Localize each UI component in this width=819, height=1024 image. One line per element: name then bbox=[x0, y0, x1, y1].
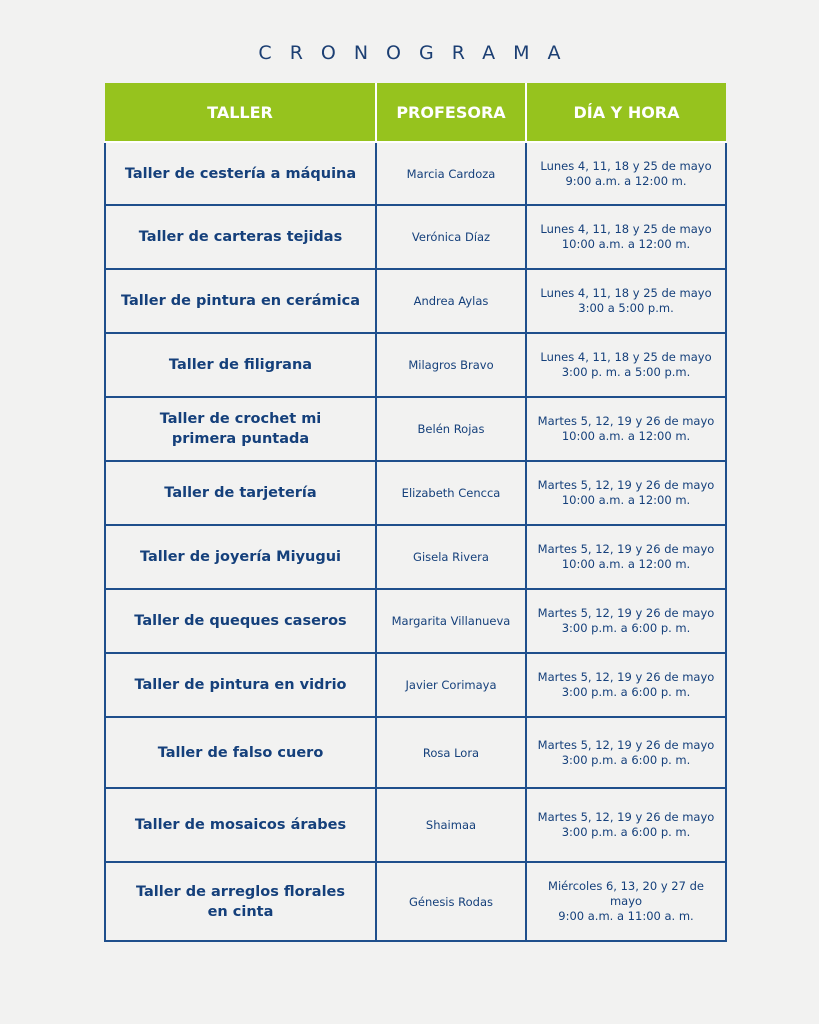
dia-hora-cell bbox=[526, 525, 726, 589]
table-row bbox=[105, 653, 726, 717]
hora-text: 3:00 p.m. a 6:00 p. m. bbox=[561, 621, 691, 635]
hora-text: 3:00 p. m. a 5:00 p.m. bbox=[561, 365, 691, 379]
taller-cell: Taller de joyería Miyugui bbox=[105, 525, 376, 589]
dias-text: Martes 5, 12, 19 y 26 de mayo bbox=[537, 737, 715, 752]
hora-text: 10:00 a.m. a 12:00 m. bbox=[561, 493, 691, 507]
profesora-cell: Andrea Aylas bbox=[376, 269, 526, 333]
dia-hora-cell bbox=[526, 717, 726, 788]
hora-text: 9:00 a.m. a 11:00 a. m. bbox=[558, 909, 694, 923]
profesora-cell: Génesis Rodas bbox=[376, 862, 526, 941]
hora-text: 10:00 a.m. a 12:00 m. bbox=[561, 557, 691, 571]
table-row bbox=[105, 788, 726, 862]
taller-cell: Taller de pintura en cerámica bbox=[105, 269, 376, 333]
dia-hora-cell bbox=[526, 397, 726, 461]
hora-text: 10:00 a.m. a 12:00 m. bbox=[561, 429, 691, 443]
table-row bbox=[105, 589, 726, 653]
dia-hora-cell bbox=[526, 788, 726, 862]
dia-hora-cell bbox=[526, 589, 726, 653]
table-row bbox=[105, 205, 726, 269]
hora-text: 3:00 p.m. a 6:00 p. m. bbox=[561, 825, 691, 839]
hora-text: 3:00 p.m. a 6:00 p. m. bbox=[561, 752, 691, 767]
table-row bbox=[105, 333, 726, 397]
profesora-cell: Marcia Cardoza bbox=[376, 142, 526, 205]
dia-hora-cell bbox=[526, 333, 726, 397]
taller-cell: Taller de pintura en vidrio bbox=[105, 653, 376, 717]
dia-hora-cell bbox=[526, 461, 726, 525]
taller-cell: Taller de arreglos florales en cinta bbox=[105, 862, 376, 941]
taller-cell: Taller de carteras tejidas bbox=[105, 205, 376, 269]
profesora-cell: Elizabeth Cencca bbox=[376, 461, 526, 525]
profesora-cell: Rosa Lora bbox=[376, 717, 526, 788]
hora-text: 9:00 a.m. a 12:00 m. bbox=[565, 173, 687, 188]
taller-cell: Taller de crochet mi primera puntada bbox=[105, 397, 376, 461]
hora-text: 3:00 p.m. a 6:00 p. m. bbox=[561, 685, 691, 699]
taller-cell: Taller de tarjetería bbox=[105, 461, 376, 525]
profesora-cell: Shaimaa bbox=[376, 788, 526, 862]
dias-text: Martes 5, 12, 19 y 26 de mayo bbox=[537, 478, 715, 492]
hora-text: 10:00 a.m. a 12:00 m. bbox=[561, 237, 691, 251]
taller-cell: Taller de falso cuero bbox=[105, 717, 376, 788]
column-header-taller: TALLER bbox=[105, 83, 376, 142]
page-title: CRONOGRAMA bbox=[258, 42, 579, 64]
column-header-dia-hora: DÍA Y HORA bbox=[526, 83, 726, 142]
taller-cell: Taller de cestería a máquina bbox=[105, 142, 376, 205]
dias-text: Miércoles 6, 13, 20 y 27 de mayo bbox=[548, 879, 704, 908]
table-row bbox=[105, 525, 726, 589]
dias-text: Martes 5, 12, 19 y 26 de mayo bbox=[537, 670, 715, 684]
profesora-cell: Gisela Rivera bbox=[376, 525, 526, 589]
dia-hora-cell bbox=[526, 862, 726, 941]
table-row bbox=[105, 269, 726, 333]
column-header-profesora: PROFESORA bbox=[376, 83, 526, 142]
dias-text: Martes 5, 12, 19 y 26 de mayo bbox=[537, 810, 715, 824]
table-row bbox=[105, 717, 726, 788]
table-row bbox=[105, 142, 726, 205]
dia-hora-cell bbox=[526, 269, 726, 333]
dia-hora-cell bbox=[526, 653, 726, 717]
taller-cell: Taller de mosaicos árabes bbox=[105, 788, 376, 862]
dias-text: Lunes 4, 11, 18 y 25 de mayo bbox=[540, 286, 712, 300]
table-row bbox=[105, 862, 726, 941]
profesora-cell: Margarita Villanueva bbox=[376, 589, 526, 653]
profesora-cell: Verónica Díaz bbox=[376, 205, 526, 269]
dia-hora-cell bbox=[526, 142, 726, 205]
dia-hora-cell bbox=[526, 205, 726, 269]
hora-text: 3:00 a 5:00 p.m. bbox=[578, 301, 674, 315]
dias-text: Lunes 4, 11, 18 y 25 de mayo bbox=[540, 350, 712, 364]
table-row bbox=[105, 461, 726, 525]
dias-text: Martes 5, 12, 19 y 26 de mayo bbox=[537, 542, 715, 556]
taller-cell: Taller de filigrana bbox=[105, 333, 376, 397]
dias-text: Lunes 4, 11, 18 y 25 de mayo bbox=[540, 222, 712, 236]
table-header-row bbox=[105, 83, 726, 142]
taller-cell: Taller de queques caseros bbox=[105, 589, 376, 653]
dias-text: Martes 5, 12, 19 y 26 de mayo bbox=[537, 606, 715, 620]
table-row bbox=[105, 397, 726, 461]
profesora-cell: Milagros Bravo bbox=[376, 333, 526, 397]
dias-text: Lunes 4, 11, 18 y 25 de mayo bbox=[540, 158, 712, 173]
dias-text: Martes 5, 12, 19 y 26 de mayo bbox=[537, 414, 715, 428]
profesora-cell: Javier Corimaya bbox=[376, 653, 526, 717]
schedule-table bbox=[104, 83, 727, 942]
profesora-cell: Belén Rojas bbox=[376, 397, 526, 461]
